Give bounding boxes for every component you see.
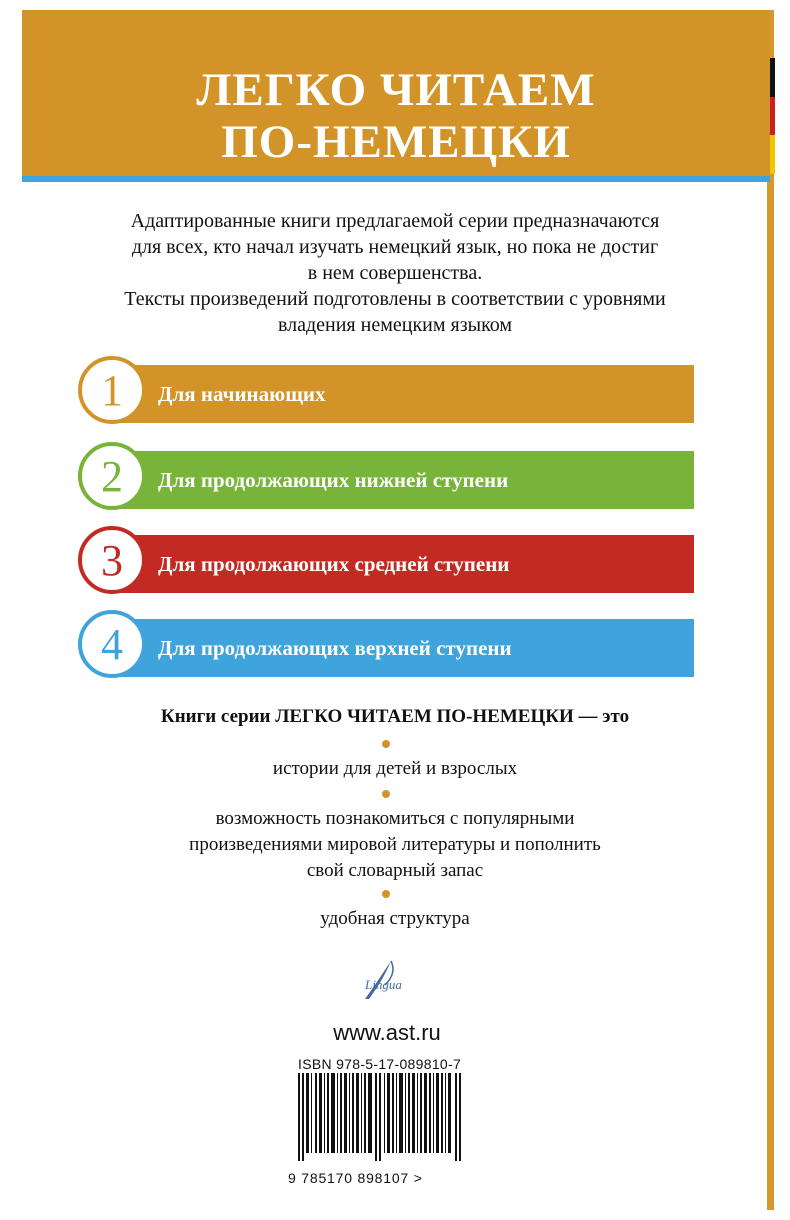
feature-line: удобная структура [320, 908, 470, 929]
level-label: Для продолжающих верхней ступени [158, 635, 512, 660]
series-title [22, 10, 770, 168]
level-label: Для продолжающих средней ступени [158, 551, 510, 576]
bullet-dot [382, 740, 390, 748]
barcode [298, 1073, 462, 1161]
level-number-circle: 3 [78, 526, 146, 594]
feature-3 [40, 906, 750, 932]
feature-line: произведениями мировой литературы и пополнить [189, 834, 601, 855]
level-4 [78, 610, 694, 696]
header-divider [22, 176, 770, 182]
intro-line: для всех, кто начал изучать немецкий язык, но пока не достиг [131, 236, 659, 258]
level-1 [78, 356, 694, 442]
bullet-dot [382, 890, 390, 898]
feature-2 [40, 806, 750, 884]
level-3 [78, 526, 694, 612]
series-title-line1: ЛЕГКО ЧИТАЕМ [196, 64, 596, 116]
feature-1 [40, 756, 750, 782]
level-number-circle: 4 [78, 610, 146, 678]
feature-line: свой словарный запас [306, 860, 484, 881]
intro-line: Адаптированные книги предлагаемой серии предназначаются [130, 210, 660, 232]
level-number-circle: 2 [78, 442, 146, 510]
intro-line: в нем совершенства. [307, 262, 483, 284]
feature-line: истории для детей и взрослых [272, 758, 518, 779]
intro-text [40, 208, 750, 338]
feature-line: возможность познакомиться с популярными [215, 808, 575, 829]
level-label: Для продолжающих нижней ступени [158, 467, 509, 492]
publisher-logo-text: Lingua [365, 977, 402, 992]
isbn-label: ISBN 978-5-17-089810-7 [298, 1056, 462, 1072]
intro-line: владения немецким языком [277, 314, 513, 336]
series-title-line2: ПО-НЕМЕЦКИ [221, 116, 571, 168]
barcode-digits: 9 785170 898107 > [288, 1170, 423, 1186]
header-band [22, 10, 770, 178]
series-heading: Книги серии ЛЕГКО ЧИТАЕМ ПО-НЕМЕЦКИ — это [160, 706, 630, 727]
spine-stripe [767, 10, 774, 1210]
level-label: Для начинающих [158, 381, 326, 406]
level-number-circle: 1 [78, 356, 146, 424]
level-bar [114, 535, 694, 593]
intro-line: Тексты произведений подготовлены в соответствии с уровнями [124, 288, 666, 310]
publisher-website: www.ast.ru [333, 1020, 441, 1045]
level-bar [114, 619, 694, 677]
level-2 [78, 442, 694, 528]
level-bar [114, 451, 694, 509]
level-bar [114, 365, 694, 423]
bullet-dot [382, 790, 390, 798]
